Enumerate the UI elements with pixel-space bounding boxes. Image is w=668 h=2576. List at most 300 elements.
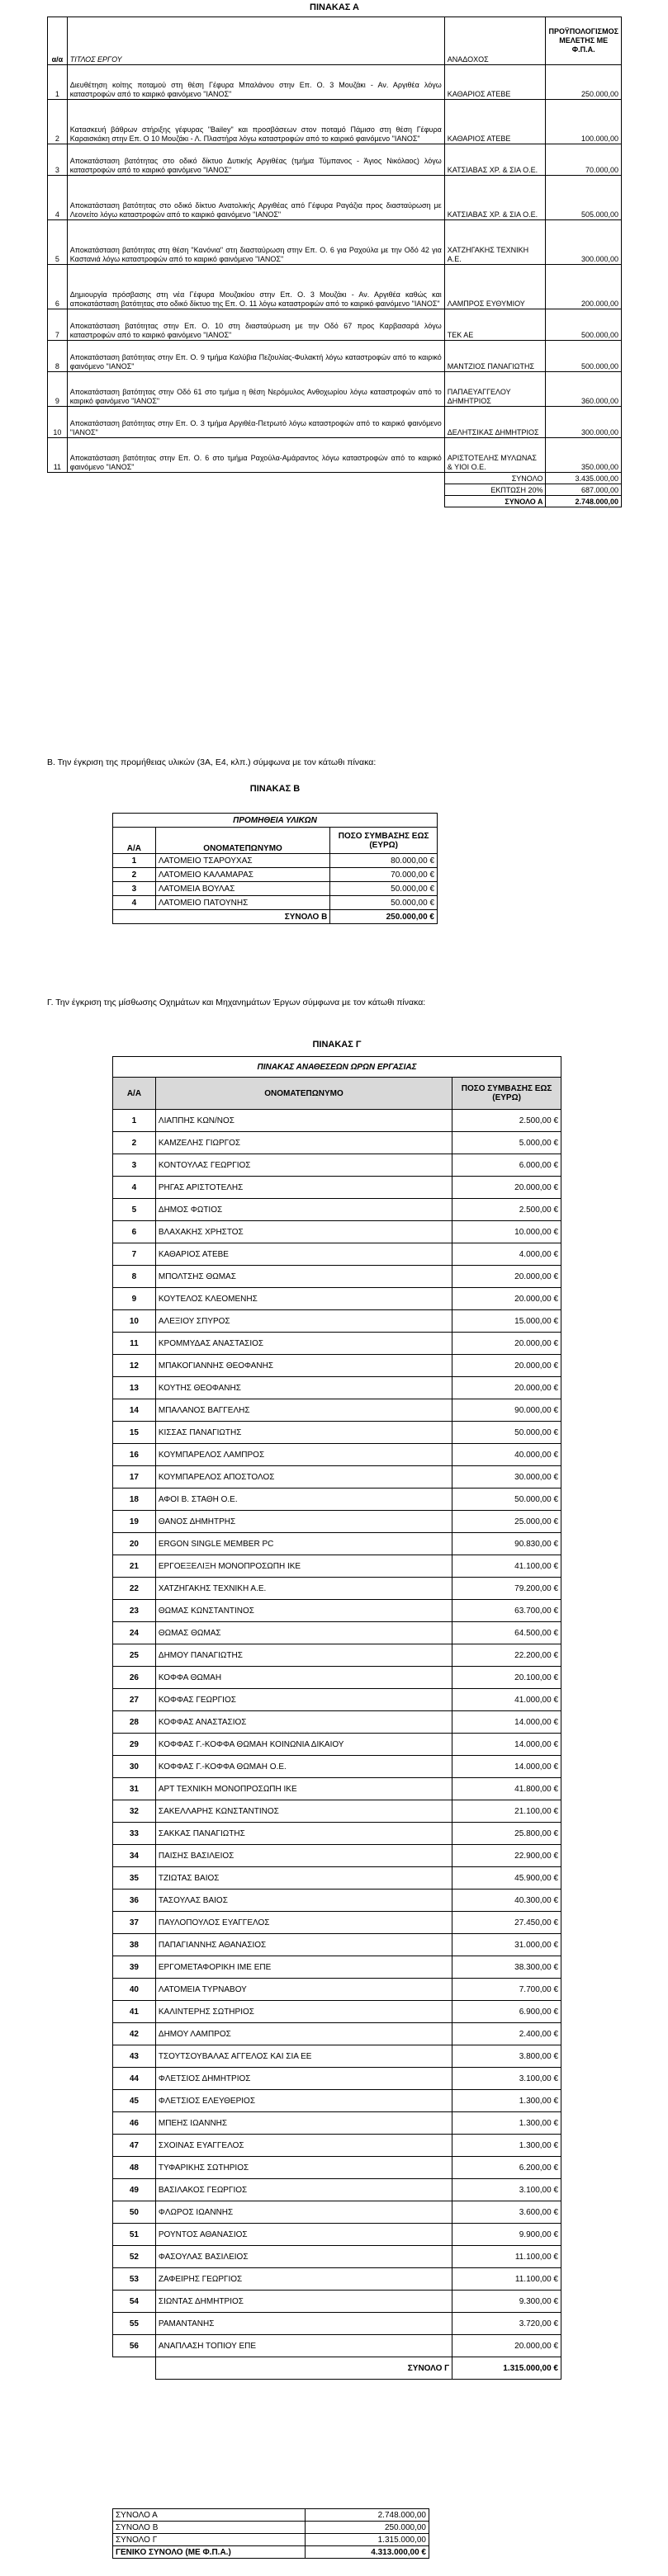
table-g-row: [113, 1288, 561, 1310]
row-aa: 17: [113, 1466, 156, 1489]
totals-row: [113, 2534, 429, 2546]
table-g-row: [113, 2045, 561, 2068]
table-g-row: [113, 1533, 561, 1555]
total-b-label: ΣΥΝΟΛΟ Β: [113, 910, 330, 924]
col-budget: ΠΡΟΫΠΟΛΟΓΙΣΜΟΣ ΜΕΛΕΤΗΣ ΜΕ Φ.Π.Α.: [546, 17, 622, 65]
table-g-row: [113, 2201, 561, 2224]
row-name: ΣΑΚΕΛΛΑΡΗΣ ΚΩΝΣΤΑΝΤΙΝΟΣ: [155, 1800, 452, 1823]
row-aa: 15: [113, 1422, 156, 1444]
row-contractor: ΚΑΘΑΡΙΟΣ ΑΤΕΒΕ: [444, 65, 546, 100]
row-aa: 56: [113, 2335, 156, 2357]
sum-value: 3.435.000,00: [546, 473, 622, 484]
grand-totals-table: [112, 2508, 429, 2559]
row-aa: 11: [48, 438, 68, 473]
row-amount: 14.000,00 €: [452, 1756, 561, 1778]
totals-value: 2.748.000,00: [306, 2509, 429, 2522]
row-name: ΠΑΙΣΗΣ ΒΑΣΙΛΕΙΟΣ: [155, 1845, 452, 1867]
table-g-row: [113, 1422, 561, 1444]
row-amount: 20.000,00 €: [452, 1377, 561, 1399]
totals-row: [113, 2522, 429, 2534]
totals-label: ΣΥΝΟΛΟ Γ: [113, 2534, 306, 2546]
row-amount: 50.000,00 €: [330, 882, 438, 896]
row-aa: 6: [48, 265, 68, 309]
table-g-row: [113, 2246, 561, 2268]
table-g-row: [113, 2090, 561, 2112]
row-aa: 28: [113, 1711, 156, 1734]
row-name: ΚΟΥΜΠΑΡΕΛΟΣ ΛΑΜΠΡΟΣ: [155, 1444, 452, 1466]
row-name: ΕΡΓΟΕΞΕΛΙΞΗ ΜΟΝΟΠΡΟΣΩΠΗ ΙΚΕ: [155, 1555, 452, 1578]
row-name: ΚΟΥΜΠΑΡΕΛΟΣ ΑΠΟΣΤΟΛΟΣ: [155, 1466, 452, 1489]
row-contractor: ΚΑΤΣΙΑΒΑΣ ΧΡ. & ΣΙΑ Ο.Ε.: [444, 176, 546, 220]
table-g-row: [113, 1399, 561, 1422]
row-name: ΤΑΣΟΥΛΑΣ ΒΑΙΟΣ: [155, 1890, 452, 1912]
row-aa: 43: [113, 2045, 156, 2068]
row-name: ΛΑΤΟΜΕΙΟ ΚΑΛΑΜΑΡΑΣ: [155, 868, 329, 882]
table-g-row: [113, 2157, 561, 2179]
row-name: ΚΟΦΦΑ ΘΩΜΑΗ: [155, 1667, 452, 1689]
row-amount: 63.700,00 €: [452, 1600, 561, 1622]
table-g-row: [113, 1622, 561, 1644]
row-amount: 11.100,00 €: [452, 2268, 561, 2291]
table-g-row: [113, 1266, 561, 1288]
row-budget: 300.000,00: [546, 220, 622, 265]
totals-label: ΣΥΝΟΛΟ Α: [113, 2509, 306, 2522]
row-aa: 8: [48, 341, 68, 372]
row-aa: 27: [113, 1689, 156, 1711]
paragraph-b: Β. Την έγκριση της προμήθειας υλικών (3Α, Ε4, κλπ.) σύμφωνα με τον κάτωθι πίνακα:: [47, 757, 377, 767]
row-contractor: ΜΑΝΤΖΙΟΣ ΠΑΝΑΓΙΩΤΗΣ: [444, 341, 546, 372]
row-name: ΔΗΜΟΥ ΠΑΝΑΓΙΩΤΗΣ: [155, 1644, 452, 1667]
row-name: ΦΛΩΡΟΣ ΙΩΑΝΝΗΣ: [155, 2201, 452, 2224]
table-g-row: [113, 1956, 561, 1979]
row-contractor: ΑΡΙΣΤΟΤΕΛΗΣ ΜΥΛΩΝΑΣ & ΥΙΟΙ Ο.Ε.: [444, 438, 546, 473]
row-name: ΜΠΑΛΑΝΟΣ ΒΑΓΓΕΛΗΣ: [155, 1399, 452, 1422]
row-aa: 48: [113, 2157, 156, 2179]
row-name: ΡΗΓΑΣ ΑΡΙΣΤΟΤΕΛΗΣ: [155, 1177, 452, 1199]
row-budget: 500.000,00: [546, 341, 622, 372]
table-g-row: [113, 1667, 561, 1689]
row-aa: 1: [113, 854, 156, 868]
table-a-row: [48, 144, 622, 176]
row-name: ΖΑΦΕΙΡΗΣ ΓΕΩΡΓΙΟΣ: [155, 2268, 452, 2291]
row-amount: 2.500,00 €: [452, 1110, 561, 1132]
row-aa: 13: [113, 1377, 156, 1399]
row-title: Διευθέτηση κοίτης ποταμού στη θέση Γέφυρα Μπαλάνου στην Επ. Ο. 3 Μουζάκι - Αν. Αργιθέα λόγω καταστροφών από το καιρικό φαινόμενο "ΙΑΝΟΣ": [67, 65, 444, 100]
row-title: Αποκατάσταση βατότητας στην Οδό 61 στο τμήμα η θέση Νερόμυλος Ανθοχωρίου λόγω καταστροφών από το καιρικό φαινόμενο "ΙΑΝΟΣ": [67, 372, 444, 407]
table-g-row: [113, 2291, 561, 2313]
row-amount: 6.900,00 €: [452, 2001, 561, 2023]
row-aa: 1: [113, 1110, 156, 1132]
row-aa: 54: [113, 2291, 156, 2313]
table-a-row: [48, 100, 622, 144]
row-title: Αποκατάσταση βατότητας στο οδικό δίκτυο Ανατολικής Αργιθέας από Γέφυρα Ραγάζια προς διασταύρωση με Λεονείτο λόγω καταστροφών από το καιρικό φαινόμενο "ΙΑΝΟΣ": [67, 176, 444, 220]
row-name: ΑΛΕΞΙΟΥ ΣΠΥΡΟΣ: [155, 1310, 452, 1333]
row-aa: 18: [113, 1489, 156, 1511]
total-a-value: 2.748.000,00: [546, 496, 622, 507]
table-g-row: [113, 2313, 561, 2335]
table-g-subtitle: ΠΙΝΑΚΑΣ ΑΝΑΘΕΣΕΩΝ ΩΡΩΝ ΕΡΓΑΣΙΑΣ: [113, 1057, 561, 1078]
row-name: ΔΗΜΟΣ ΦΩΤΙΟΣ: [155, 1199, 452, 1221]
row-name: ΚΑΜΖΕΛΗΣ ΓΙΩΡΓΟΣ: [155, 1132, 452, 1154]
row-aa: 5: [48, 220, 68, 265]
totals-value: 1.315.000,00: [306, 2534, 429, 2546]
row-amount: 38.300,00 €: [452, 1956, 561, 1979]
table-g-row: [113, 1555, 561, 1578]
row-name: ΦΑΣΟΥΛΑΣ ΒΑΣΙΛΕΙΟΣ: [155, 2246, 452, 2268]
row-name: ΑΦΟΙ Β. ΣΤΑΘΗ Ο.Ε.: [155, 1489, 452, 1511]
table-g-row: [113, 1489, 561, 1511]
row-aa: 53: [113, 2268, 156, 2291]
row-aa: 35: [113, 1867, 156, 1890]
table-g-row: [113, 1778, 561, 1800]
table-g-row: [113, 1355, 561, 1377]
row-name: ΒΛΑΧΑΚΗΣ ΧΡΗΣΤΟΣ: [155, 1221, 452, 1243]
row-name: ΣΧΟΙΝΑΣ ΕΥΑΓΓΕΛΟΣ: [155, 2135, 452, 2157]
row-amount: 50.000,00 €: [452, 1422, 561, 1444]
row-aa: 10: [48, 407, 68, 438]
row-aa: 34: [113, 1845, 156, 1867]
row-aa: 4: [113, 896, 156, 910]
row-title: Αποκατάσταση βατότητας στην Επ. Ο. 10 στη διασταύρωση με την Οδό 67 προς Καρβασαρά λόγω καταστροφών από το καιρικό φαινόμενο "ΙΑΝΟΣ": [67, 309, 444, 341]
row-amount: 20.000,00 €: [452, 2335, 561, 2357]
table-g-row: [113, 1243, 561, 1266]
row-amount: 3.600,00 €: [452, 2201, 561, 2224]
row-amount: 15.000,00 €: [452, 1310, 561, 1333]
row-name: ΒΑΣΙΛΑΚΟΣ ΓΕΩΡΓΙΟΣ: [155, 2179, 452, 2201]
row-budget: 500.000,00: [546, 309, 622, 341]
row-name: ΚΟΥΤΕΛΟΣ ΚΛΕΟΜΕΝΗΣ: [155, 1288, 452, 1310]
row-name: ΘΩΜΑΣ ΘΩΜΑΣ: [155, 1622, 452, 1644]
row-aa: 2: [113, 1132, 156, 1154]
table-g-row: [113, 1578, 561, 1600]
row-aa: 4: [113, 1177, 156, 1199]
table-g-row: [113, 1600, 561, 1622]
row-name: ΚΑΘΑΡΙΟΣ ΑΤΕΒΕ: [155, 1243, 452, 1266]
table-a-row: [48, 341, 622, 372]
total-g-label: ΣΥΝΟΛΟ Γ: [155, 2357, 452, 2380]
table-a-row: [48, 372, 622, 407]
table-g-row: [113, 2068, 561, 2090]
row-amount: 25.000,00 €: [452, 1511, 561, 1533]
row-name: ΚΟΥΤΗΣ ΘΕΟΦΑΝΗΣ: [155, 1377, 452, 1399]
row-name: ΠΑΥΛΟΠΟΥΛΟΣ ΕΥΑΓΓΕΛΟΣ: [155, 1912, 452, 1934]
row-aa: 46: [113, 2112, 156, 2135]
row-amount: 50.000,00 €: [452, 1489, 561, 1511]
table-g-row: [113, 1644, 561, 1667]
row-amount: 1.300,00 €: [452, 2090, 561, 2112]
table-b-row: [113, 896, 438, 910]
table-g-row: [113, 2268, 561, 2291]
row-amount: 2.500,00 €: [452, 1199, 561, 1221]
table-g-row: [113, 2135, 561, 2157]
row-name: ΛΑΤΟΜΕΙΟ ΠΑΤΟΥΝΗΣ: [155, 896, 329, 910]
row-amount: 1.300,00 €: [452, 2135, 561, 2157]
row-amount: 90.000,00 €: [452, 1399, 561, 1422]
total-g-value: 1.315.000,00 €: [452, 2357, 561, 2380]
row-amount: 70.000,00 €: [330, 868, 438, 882]
row-name: ΚΡΟΜΜΥΔΑΣ ΑΝΑΣΤΑΣΙΟΣ: [155, 1333, 452, 1355]
row-aa: 37: [113, 1912, 156, 1934]
row-name: ΚΟΦΦΑΣ ΓΕΩΡΓΙΟΣ: [155, 1689, 452, 1711]
table-g-row: [113, 1177, 561, 1199]
total-b-value: 250.000,00 €: [330, 910, 438, 924]
table-g-row: [113, 1199, 561, 1221]
row-amount: 41.000,00 €: [452, 1689, 561, 1711]
row-name: ΛΑΤΟΜΕΙΑ ΤΥΡΝΑΒΟΥ: [155, 1979, 452, 2001]
col-aa: α/α: [48, 17, 68, 65]
col-contractor: ΑΝΑΔΟΧΟΣ: [444, 17, 546, 65]
row-contractor: ΚΑΤΣΙΑΒΑΣ ΧΡ. & ΣΙΑ Ο.Ε.: [444, 144, 546, 176]
row-aa: 11: [113, 1333, 156, 1355]
row-amount: 21.100,00 €: [452, 1800, 561, 1823]
row-contractor: ΚΑΘΑΡΙΟΣ ΑΤΕΒΕ: [444, 100, 546, 144]
row-amount: 5.000,00 €: [452, 1132, 561, 1154]
row-amount: 6.000,00 €: [452, 1154, 561, 1177]
discount-value: 687.000,00: [546, 484, 622, 496]
table-a: [47, 17, 622, 507]
row-title: Αποκατάσταση βατότητας στο οδικό δίκτυο Δυτικής Αργιθέας (τμήμα Τύμπανος - Άγιος Νικόλαος) λόγω καταστροφών από το καιρικό φαινόμενο "ΙΑΝΟΣ": [67, 144, 444, 176]
table-a-row: [48, 309, 622, 341]
row-budget: 100.000,00: [546, 100, 622, 144]
row-amount: 41.800,00 €: [452, 1778, 561, 1800]
row-budget: 505.000,00: [546, 176, 622, 220]
row-amount: 90.830,00 €: [452, 1533, 561, 1555]
table-g-title: ΠΙΝΑΚΑΣ Γ: [312, 1040, 362, 1050]
row-aa: 12: [113, 1355, 156, 1377]
row-name: ΚΟΦΦΑΣ Γ.-ΚΟΦΦΑ ΘΩΜΑΗ ΚΟΙΝΩΝΙΑ ΔΙΚΑΙΟΥ: [155, 1734, 452, 1756]
table-g-row: [113, 1867, 561, 1890]
row-aa: 40: [113, 1979, 156, 2001]
row-contractor: ΔΕΛΗΤΣΙΚΑΣ ΔΗΜΗΤΡΙΟΣ: [444, 407, 546, 438]
row-contractor: ΠΑΠΑΕΥΑΓΓΕΛΟΥ ΔΗΜΗΤΡΙΟΣ: [444, 372, 546, 407]
row-amount: 10.000,00 €: [452, 1221, 561, 1243]
row-name: ΚΙΣΣΑΣ ΠΑΝΑΓΙΩΤΗΣ: [155, 1422, 452, 1444]
row-amount: 25.800,00 €: [452, 1823, 561, 1845]
row-amount: 20.100,00 €: [452, 1667, 561, 1689]
row-name: ΚΟΦΦΑΣ ΑΝΑΣΤΑΣΙΟΣ: [155, 1711, 452, 1734]
sum-label: ΣΥΝΟΛΟ: [444, 473, 546, 484]
row-amount: 6.200,00 €: [452, 2157, 561, 2179]
row-aa: 41: [113, 2001, 156, 2023]
row-name: ΣΙΩΝΤΑΣ ΔΗΜΗΤΡΙΟΣ: [155, 2291, 452, 2313]
row-aa: 51: [113, 2224, 156, 2246]
table-g-row: [113, 1711, 561, 1734]
row-amount: 1.300,00 €: [452, 2112, 561, 2135]
table-b-row: [113, 854, 438, 868]
col-amount: ΠΟΣΟ ΣΥΜΒΑΣΗΣ ΕΩΣ (ΕΥΡΩ): [330, 828, 438, 854]
row-contractor: ΤΕΚ ΑΕ: [444, 309, 546, 341]
table-g-row: [113, 1734, 561, 1756]
table-g-row: [113, 1110, 561, 1132]
row-aa: 9: [113, 1288, 156, 1310]
row-aa: 22: [113, 1578, 156, 1600]
row-aa: 14: [113, 1399, 156, 1422]
row-amount: 22.200,00 €: [452, 1644, 561, 1667]
row-aa: 52: [113, 2246, 156, 2268]
table-g-row: [113, 1845, 561, 1867]
col-aa: Α/Α: [113, 1078, 156, 1110]
paragraph-g: Γ. Την έγκριση της μίσθωσης Οχημάτων και Μηχανημάτων Έργων σύμφωνα με τον κάτωθι πίνακα:: [47, 998, 426, 1007]
row-name: ΑΡΤ ΤΕΧΝΙΚΗ ΜΟΝΟΠΡΟΣΩΠΗ ΙΚΕ: [155, 1778, 452, 1800]
row-name: ΠΑΠΑΓΙΑΝΝΗΣ ΑΘΑΝΑΣΙΟΣ: [155, 1934, 452, 1956]
table-g-row: [113, 2335, 561, 2357]
row-aa: 55: [113, 2313, 156, 2335]
row-aa: 8: [113, 1266, 156, 1288]
row-title: Αποκατάσταση βατότητας στην Επ. Ο. 3 τμήμα Αργιθέα-Πετρωτό λόγω καταστροφών από το καιρικό φαινόμενο "ΙΑΝΟΣ": [67, 407, 444, 438]
row-aa: 20: [113, 1533, 156, 1555]
grand-total-label: ΓΕΝΙΚΟ ΣΥΝΟΛΟ (ΜΕ Φ.Π.Α.): [113, 2546, 306, 2559]
row-amount: 64.500,00 €: [452, 1622, 561, 1644]
table-g-row: [113, 1756, 561, 1778]
row-amount: 30.000,00 €: [452, 1466, 561, 1489]
row-aa: 6: [113, 1221, 156, 1243]
total-a-label: ΣΥΝΟΛΟ Α: [444, 496, 546, 507]
row-aa: 36: [113, 1890, 156, 1912]
row-aa: 29: [113, 1734, 156, 1756]
row-name: ΜΠΑΚΟΓΙΑΝΝΗΣ ΘΕΟΦΑΝΗΣ: [155, 1355, 452, 1377]
row-aa: 10: [113, 1310, 156, 1333]
row-amount: 11.100,00 €: [452, 2246, 561, 2268]
row-name: ΔΗΜΟΥ ΛΑΜΠΡΟΣ: [155, 2023, 452, 2045]
table-g-row: [113, 1511, 561, 1533]
row-aa: 49: [113, 2179, 156, 2201]
row-amount: 20.000,00 €: [452, 1177, 561, 1199]
col-amount: ΠΟΣΟ ΣΥΜΒΑΣΗΣ ΕΩΣ (ΕΥΡΩ): [452, 1078, 561, 1110]
table-b-title: ΠΙΝΑΚΑΣ Β: [249, 784, 301, 794]
table-g-row: [113, 2023, 561, 2045]
row-name: ΑΝΑΠΛΑΣΗ ΤΟΠΙΟΥ ΕΠΕ: [155, 2335, 452, 2357]
table-g-row: [113, 1466, 561, 1489]
row-aa: 16: [113, 1444, 156, 1466]
row-amount: 41.100,00 €: [452, 1555, 561, 1578]
row-name: ΛΑΤΟΜΕΙΑ ΒΟΥΛΑΣ: [155, 882, 329, 896]
table-g-row: [113, 1912, 561, 1934]
table-b-row: [113, 882, 438, 896]
col-aa: Α/Α: [113, 828, 156, 854]
row-aa: 7: [113, 1243, 156, 1266]
row-amount: 20.000,00 €: [452, 1288, 561, 1310]
grand-total-value: 4.313.000,00 €: [306, 2546, 429, 2559]
row-name: ΘΩΜΑΣ ΚΩΝΣΤΑΝΤΙΝΟΣ: [155, 1600, 452, 1622]
table-g-row: [113, 1689, 561, 1711]
table-a-row: [48, 438, 622, 473]
table-g-row: [113, 2224, 561, 2246]
table-a-row: [48, 407, 622, 438]
row-aa: 3: [48, 144, 68, 176]
table-g-row: [113, 1823, 561, 1845]
col-title: ΤΙΤΛΟΣ ΕΡΓΟΥ: [67, 17, 444, 65]
row-name: ΦΛΕΤΣΙΟΣ ΔΗΜΗΤΡΙΟΣ: [155, 2068, 452, 2090]
row-name: ΛΑΤΟΜΕΙΟ ΤΣΑΡΟΥΧΑΣ: [155, 854, 329, 868]
row-name: ΚΑΛΙΝΤΕΡΗΣ ΣΩΤΗΡΙΟΣ: [155, 2001, 452, 2023]
row-amount: 7.700,00 €: [452, 1979, 561, 2001]
row-amount: 9.900,00 €: [452, 2224, 561, 2246]
row-budget: 360.000,00: [546, 372, 622, 407]
row-name: ERGON SINGLE MEMBER PC: [155, 1533, 452, 1555]
row-amount: 50.000,00 €: [330, 896, 438, 910]
row-aa: 2: [48, 100, 68, 144]
row-amount: 40.000,00 €: [452, 1444, 561, 1466]
row-aa: 44: [113, 2068, 156, 2090]
row-amount: 27.450,00 €: [452, 1912, 561, 1934]
table-g-row: [113, 1979, 561, 2001]
table-b-row: [113, 868, 438, 882]
row-title: Αποκατάσταση βατότητας στην Επ. Ο. 9 τμήμα Καλύβια Πεζουλίας-Φυλακτή λόγω καταστροφών από το καιρικό φαινόμενο "ΙΑΝΟΣ": [67, 341, 444, 372]
row-aa: 31: [113, 1778, 156, 1800]
row-aa: 26: [113, 1667, 156, 1689]
row-amount: 20.000,00 €: [452, 1333, 561, 1355]
row-aa: 33: [113, 1823, 156, 1845]
row-name: ΡΑΜΑΝΤΑΝΗΣ: [155, 2313, 452, 2335]
row-amount: 3.800,00 €: [452, 2045, 561, 2068]
table-g-row: [113, 1333, 561, 1355]
table-g-row: [113, 1221, 561, 1243]
row-contractor: ΛΑΜΠΡΟΣ ΕΥΘΥΜΙΟΥ: [444, 265, 546, 309]
row-aa: 5: [113, 1199, 156, 1221]
row-name: ΤΥΦΑΡΙΚΗΣ ΣΩΤΗΡΙΟΣ: [155, 2157, 452, 2179]
table-a-row: [48, 176, 622, 220]
row-aa: 38: [113, 1934, 156, 1956]
row-aa: 24: [113, 1622, 156, 1644]
row-amount: 80.000,00 €: [330, 854, 438, 868]
row-aa: 4: [48, 176, 68, 220]
table-b-subtitle: ΠΡΟΜΗΘΕΙΑ ΥΛΙΚΩΝ: [113, 814, 438, 828]
row-aa: 39: [113, 1956, 156, 1979]
row-amount: 45.900,00 €: [452, 1867, 561, 1890]
row-amount: 2.400,00 €: [452, 2023, 561, 2045]
row-amount: 20.000,00 €: [452, 1355, 561, 1377]
row-amount: 40.300,00 €: [452, 1890, 561, 1912]
row-title: Κατασκευή βάθρων στήριξης γέφυρας "Bailey" και προσβάσεων στον ποταμό Πάμισο στη θέση Γέφυρα Καραισκάκη στην Επ. Ο 10 Μουζάκι - Λ. Πλαστήρα λόγω καταστροφών από το καιρικό φαινόμενο "ΙΑΝΟΣ": [67, 100, 444, 144]
row-name: ΡΟΥΝΤΟΣ ΑΘΑΝΑΣΙΟΣ: [155, 2224, 452, 2246]
row-name: ΚΟΝΤΟΥΛΑΣ ΓΕΩΡΓΙΟΣ: [155, 1154, 452, 1177]
table-g-row: [113, 1377, 561, 1399]
table-a-title: ΠΙΝΑΚΑΣ Α: [310, 2, 359, 12]
row-aa: 47: [113, 2135, 156, 2157]
table-g-row: [113, 1132, 561, 1154]
row-budget: 350.000,00: [546, 438, 622, 473]
table-g-row: [113, 1800, 561, 1823]
col-name: ΟΝΟΜΑΤΕΠΩΝΥΜΟ: [155, 1078, 452, 1110]
row-budget: 300.000,00: [546, 407, 622, 438]
row-name: ΤΣΟΥΤΣΟΥΒΑΛΑΣ ΑΓΓΕΛΟΣ ΚΑΙ ΣΙΑ ΕΕ: [155, 2045, 452, 2068]
discount-label: ΕΚΠΤΩΣΗ 20%: [444, 484, 546, 496]
table-a-row: [48, 265, 622, 309]
col-name: ΟΝΟΜΑΤΕΠΩΝΥΜΟ: [155, 828, 329, 854]
table-b: [112, 813, 438, 924]
row-amount: 14.000,00 €: [452, 1711, 561, 1734]
row-name: ΦΛΕΤΣΙΟΣ ΕΛΕΥΘΕΡΙΟΣ: [155, 2090, 452, 2112]
row-aa: 21: [113, 1555, 156, 1578]
row-name: ΣΑΚΚΑΣ ΠΑΝΑΓΙΩΤΗΣ: [155, 1823, 452, 1845]
row-amount: 22.900,00 €: [452, 1845, 561, 1867]
table-g-row: [113, 2112, 561, 2135]
totals-label: ΣΥΝΟΛΟ Β: [113, 2522, 306, 2534]
table-g-row: [113, 1444, 561, 1466]
row-amount: 14.000,00 €: [452, 1734, 561, 1756]
row-aa: 25: [113, 1644, 156, 1667]
row-aa: 23: [113, 1600, 156, 1622]
table-a-row: [48, 65, 622, 100]
totals-row: [113, 2509, 429, 2522]
row-name: ΛΙΑΠΠΗΣ ΚΩΝ/ΝΟΣ: [155, 1110, 452, 1132]
row-name: ΚΟΦΦΑΣ Γ.-ΚΟΦΦΑ ΘΩΜΑΗ Ο.Ε.: [155, 1756, 452, 1778]
row-amount: 31.000,00 €: [452, 1934, 561, 1956]
row-aa: 1: [48, 65, 68, 100]
row-amount: 79.200,00 €: [452, 1578, 561, 1600]
table-a-row: [48, 220, 622, 265]
totals-value: 250.000,00: [306, 2522, 429, 2534]
